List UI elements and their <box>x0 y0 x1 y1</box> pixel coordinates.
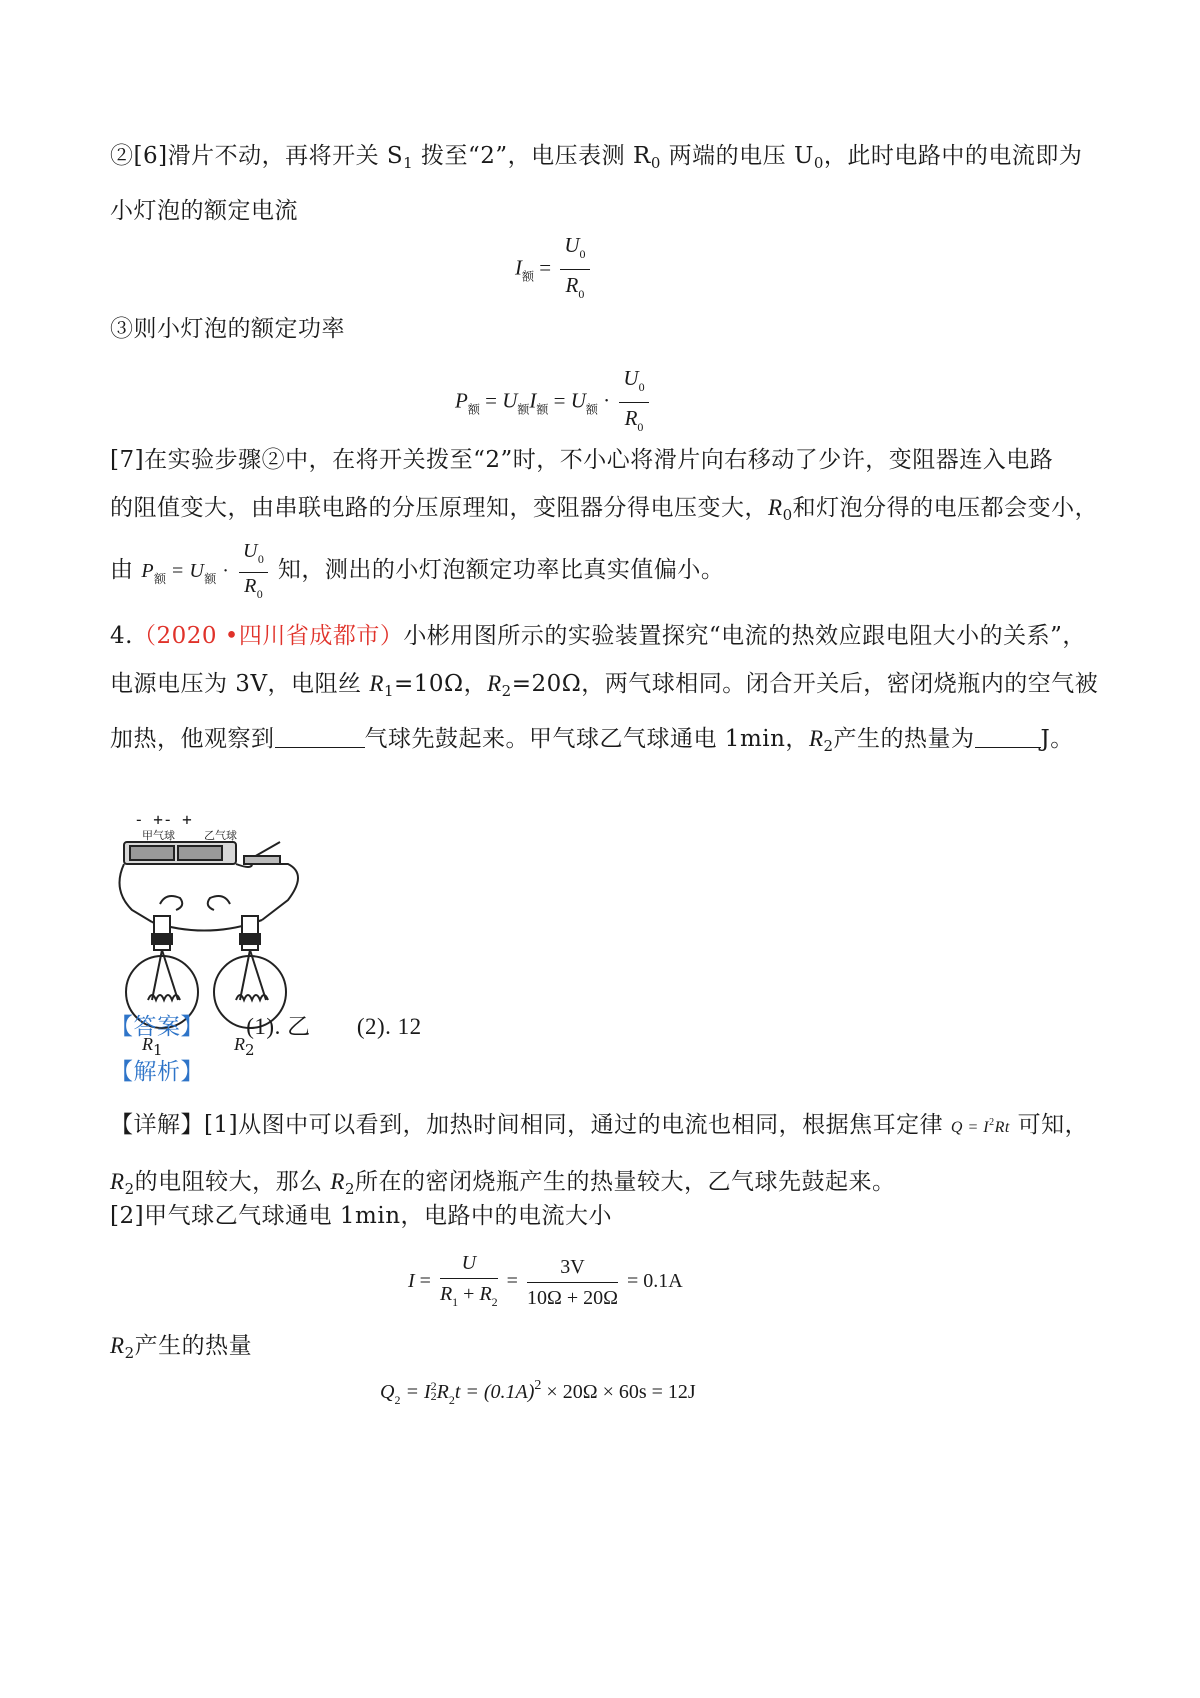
step2-paragraph: ②[6]滑片不动，再将开关 $S_1$ 拨至“2”，电压表测 $R_0$ 两端的电压 $U_0$，此时电路中的电流即为 小灯泡的额定电流 <box>110 143 1083 224</box>
detail-tag: 【详解】 <box>110 1112 204 1138</box>
step3-paragraph: ③则小灯泡的额定功率 <box>110 316 345 342</box>
answer-blank-2 <box>975 725 1041 748</box>
step7-paragraph: [7]在实验步骤②中，在将开关拨至“2”时，不小心将滑片向右移动了少许，变阻器连入电路 的阻值变大，由串联电路的分压原理知，变阻器分得电压变大，$R_0$和灯泡分得的电压都会变小， <box>110 447 1099 524</box>
fraction: $\frac{U_0}{R_0}$ <box>619 365 648 440</box>
fraction: $\frac{3V}{10\Omega + 20\Omega}$ <box>526 1256 618 1309</box>
r1-label: $R_1$ <box>142 1034 163 1059</box>
heat-line: $R_2$产生的热量 <box>110 1333 253 1362</box>
equation-heat: $Q_2 = I$ 2 2 $R_2t = (0.1A)^2 \times 20\Omega \times 60s = 12J$ <box>380 1378 696 1407</box>
equation-rated-current: $I_额$ = $\frac{U_0}{R_0}$ <box>515 232 594 307</box>
balloon-left-label: 甲气球 <box>142 829 175 842</box>
equation-current: I = $\frac{U}{R_1 + R_2}$ = $\frac{3V}{10\Omega + 20\Omega}$ = 0.1A <box>408 1250 683 1315</box>
answer-tag: 【答案】 <box>110 1014 204 1039</box>
question-4: 4.（2020 •四川省成都市）小彬用图所示的实验装置探究“电流的热效应跟电阻大小的关系”， 电源电压为 3V，电阻丝 $R_1=10\Omega$，$R_2=20\Omega$，两气球相同。闭合开关后，密闭烧瓶内的空气被 加热，他观察到 气球先鼓起来。甲气球乙气球通电 1min，$R_2$产生的热量为 J。 <box>110 623 1099 755</box>
answer-row: 【答案】 (1). 乙 (2). 12 <box>110 1014 422 1039</box>
analysis-tag: 【解析】 <box>110 1059 204 1085</box>
fraction: $\frac{U_0}{R_0}$ <box>560 232 589 307</box>
detail-line3: [2]甲气球乙气球通电 1min，电路中的电流大小 <box>110 1203 613 1229</box>
question-source: （2020 •四川省成都市） <box>132 623 404 649</box>
terminal-signs: - +- + <box>134 810 192 829</box>
equation-rated-power: $P_额 = U_额I_额 = U_额$ · $\frac{U_0}{R_0}$ <box>455 365 653 440</box>
analysis-row <box>110 1048 1100 1096</box>
step7-line3: 由 $P_额 = U_额$ · $\frac{U_0}{R_0}$ 知，测出的小灯泡额定功率比真实值偏小。 <box>110 540 1100 607</box>
circled-two: ② <box>110 143 134 169</box>
detail-paragraph: 【详解】[1]从图中可以看到，加热时间相同，通过的电流也相同，根据焦耳定律 $Q = I^2Rt$ 可知， $R_2$的电阻较大，那么 $R_2$所在的密闭烧瓶产生的热量较大，乙气球先鼓起来。 <box>110 1112 1089 1198</box>
fraction: $\frac{U}{R_1 + R_2}$ <box>439 1252 498 1309</box>
balloon-right-label: 乙气球 <box>204 829 237 842</box>
question-number: 4. <box>110 623 133 649</box>
answer-blank-1 <box>275 725 365 748</box>
fraction: $\frac{U_0}{R_0}$ <box>239 540 268 605</box>
r2-label: $R_2$ <box>234 1034 255 1059</box>
